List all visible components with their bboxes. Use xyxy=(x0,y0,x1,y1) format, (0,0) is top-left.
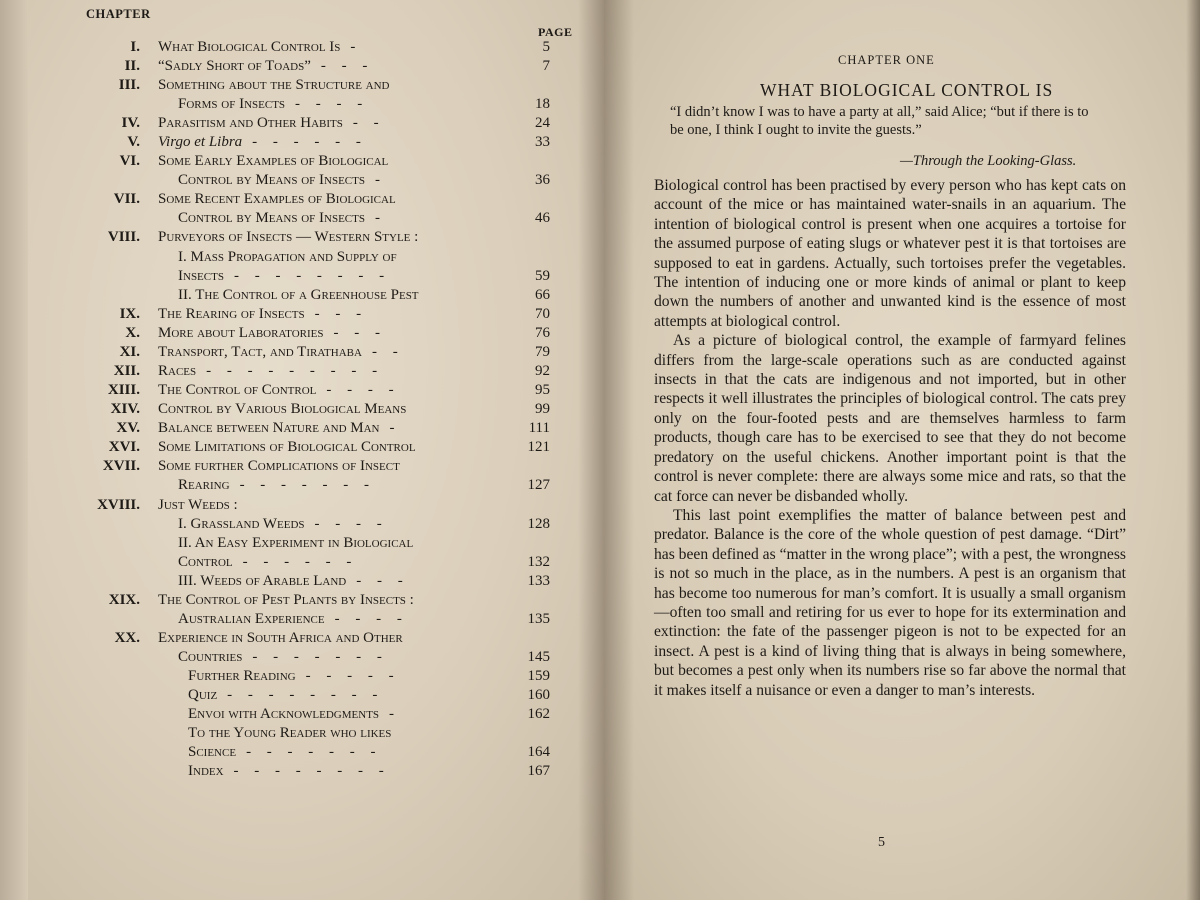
toc-entry-title xyxy=(188,686,383,705)
toc-leader-dots: - - xyxy=(371,344,404,360)
toc-leader-dots: - - - xyxy=(333,325,386,341)
toc-page-number: 24 xyxy=(535,115,550,131)
toc-entry-title xyxy=(178,648,388,667)
toc-title-text: Just Weeds : xyxy=(158,497,238,513)
toc-title-text: “Sadly Short of Toads” xyxy=(158,58,311,74)
toc-page-number: 128 xyxy=(527,516,550,532)
chapter-body xyxy=(654,176,1126,700)
toc-entry-title xyxy=(188,724,391,743)
toc-title-text: Balance between Nature and Man xyxy=(158,420,380,436)
toc-title-text: The Control of Control xyxy=(158,382,317,398)
toc-leader-dots: - - - xyxy=(320,58,374,74)
toc-title-text: Quiz xyxy=(188,687,218,703)
toc-chapter-number: XV. xyxy=(116,420,140,436)
toc-page-number: 167 xyxy=(527,763,550,779)
toc-leader-dots: - - - xyxy=(356,573,409,589)
toc-title-text: Further Reading xyxy=(188,668,296,684)
toc-chapter-number: II. xyxy=(124,58,140,74)
toc-title-text: Some Recent Examples of Biological xyxy=(158,191,396,207)
toc-entry-title xyxy=(158,190,396,209)
toc-title-text: Science xyxy=(188,744,237,760)
toc-leader-dots: - - - - - - - - xyxy=(227,687,384,703)
chapter-number-label: CHAPTER ONE xyxy=(838,53,935,67)
toc-title-text: I. Grassland Weeds xyxy=(178,516,305,532)
toc-page-number: 159 xyxy=(527,668,550,684)
toc-leader-dots: - - - - xyxy=(326,382,400,398)
toc-chapter-number: III. xyxy=(118,77,140,93)
toc-title-text: Purveyors of Insects — Western Style : xyxy=(158,229,419,245)
toc-leader-dots: - - - - - - - - xyxy=(233,763,390,779)
toc-entry-title xyxy=(178,534,413,553)
toc-page-number: 145 xyxy=(527,649,550,665)
toc-entry-title xyxy=(188,667,400,686)
toc-chapter-number: IV. xyxy=(121,115,140,131)
toc-chapter-column-label: CHAPTER xyxy=(86,7,151,21)
toc-entry-title xyxy=(178,476,375,495)
toc-entry-title xyxy=(188,705,400,724)
toc-entry-title xyxy=(158,591,414,610)
toc-entry-title xyxy=(158,133,367,152)
toc-entry-title xyxy=(178,553,357,572)
toc-entry-title xyxy=(188,762,390,781)
toc-entry-title xyxy=(158,496,238,515)
toc-title-text: Australian Experience xyxy=(178,611,325,627)
toc-title-text: Experience in South Africa and Other xyxy=(158,630,403,646)
toc-leader-dots: - - - - xyxy=(295,96,369,112)
toc-leader-dots: - xyxy=(374,210,386,226)
body-paragraph: This last point exemplifies the matter of balance between pest and predator. Balance is the core of the whole question of pest damage. “Dirt” has been defined as “matter in the wrong place”; with a pest, the wrongness is not so much in the place, as in the numbers. A pest is an organism that has become too numerous for man’s comfort. It is usually a small organism—often too small and retiring for us ever to hope for its extermination and extinction: the fate of the passenger pigeon is not to be expected for an insect. A pest is a kind of living thing that is always in being somewhere, but becomes a pest only when its numbers rise so far above the normal that it makes itself a nuisance or even a danger to man’s interests. xyxy=(654,506,1126,699)
toc-chapter-number: XI. xyxy=(119,344,140,360)
toc-chapter-number: XIX. xyxy=(108,592,140,608)
toc-entry-title xyxy=(158,57,373,76)
toc-entry-title xyxy=(158,381,400,400)
toc-page-number: 46 xyxy=(535,210,550,226)
toc-title-text: Control by Means of Insects xyxy=(178,210,365,226)
toc-title-text: The Rearing of Insects xyxy=(158,306,305,322)
epigraph-source: —Through the Looking-Glass. xyxy=(900,153,1077,169)
toc-title-text: Forms of Insects xyxy=(178,96,286,112)
toc-entry-title xyxy=(158,114,385,133)
toc-title-text: Some Limitations of Biological Control xyxy=(158,439,416,455)
toc-title-text: Control by Means of Insects xyxy=(178,172,365,188)
toc-page-number: 36 xyxy=(535,172,550,188)
toc-page-number: 164 xyxy=(527,744,550,760)
toc-page-number: 135 xyxy=(527,611,550,627)
toc-entry-title xyxy=(158,324,386,343)
toc-leader-dots: - - - - - - xyxy=(252,134,367,150)
chapter-title: WHAT BIOLOGICAL CONTROL IS xyxy=(760,80,1054,100)
toc-title-text: II. The Control of a Greenhouse Pest xyxy=(178,287,419,303)
toc-title-text: More about Laboratories xyxy=(158,325,324,341)
toc-page-number: 133 xyxy=(527,573,550,589)
toc-page-number: 92 xyxy=(535,363,550,379)
toc-page-number: 33 xyxy=(535,134,550,150)
toc-chapter-number: XVII. xyxy=(102,458,140,474)
toc-page-number: 160 xyxy=(527,687,550,703)
toc-leader-dots: - - - - xyxy=(334,611,408,627)
toc-title-text: Virgo et Libra xyxy=(158,134,243,150)
toc-title-text: To the Young Reader who likes xyxy=(188,725,392,741)
toc-title-text: II. An Easy Experiment in Biological xyxy=(178,535,414,551)
toc-title-text: What Biological Control Is xyxy=(158,39,341,55)
toc-chapter-number: VII. xyxy=(113,191,140,207)
toc-chapter-number: I. xyxy=(130,39,140,55)
toc-chapter-number: XVI. xyxy=(108,439,140,455)
toc-page-number: 132 xyxy=(527,554,550,570)
toc-entry-title xyxy=(158,629,403,648)
toc-entry-title xyxy=(178,171,386,190)
toc-entry-title xyxy=(158,228,418,247)
toc-page-number: 127 xyxy=(527,477,550,493)
toc-page-number: 79 xyxy=(535,344,550,360)
toc-chapter-number: VI. xyxy=(119,153,140,169)
body-paragraph: As a picture of biological control, the example of farmyard felines differs from the large-scale operations such as are conducted against insects in that the cats are indigenous and not imported, but in other respects it well illustrates the principles of biological control. The cats prey only on the four-footed pests and are themselves harmless to farm products, though care has to be exercised to see that they do not become predatory on the useful chickens. Another important point is that the control is never complete: there are always some mice and rats, so that the cat force can never be disbanded wholly. xyxy=(654,332,1126,505)
toc-title-text: Countries xyxy=(178,649,243,665)
toc-page-number: 7 xyxy=(542,58,550,74)
toc-title-text: Transport, Tact, and Tirathaba xyxy=(158,344,362,360)
toc-title-text: Control xyxy=(178,554,233,570)
toc-entry-title xyxy=(178,572,409,591)
toc-page-number: 111 xyxy=(528,420,550,436)
toc-leader-dots: - - - xyxy=(314,306,368,322)
toc-entry-title xyxy=(178,515,388,534)
toc-leader-dots: - - - - xyxy=(314,516,388,532)
toc-chapter-number: XX. xyxy=(114,630,140,646)
toc-leader-dots: - xyxy=(389,420,401,436)
toc-leader-dots: - - - - - xyxy=(305,668,400,684)
toc-entry-title xyxy=(158,305,367,324)
toc-leader-dots: - - - - - - - xyxy=(246,744,382,760)
toc-title-text: Something about the Structure and xyxy=(158,77,390,93)
toc-page-number: 162 xyxy=(527,706,550,722)
page-number: 5 xyxy=(878,835,885,850)
toc-leader-dots: - xyxy=(389,706,401,722)
toc-leader-dots: - - - - - - - - xyxy=(233,268,391,284)
body-paragraph: Biological control has been practised by every person who has kept cats on account of the mice or has maintained water-snails in an aquarium. The intention of biological control is present when one acquires a tortoise for the assumed purpose of eating slugs or whatever pest it is that tortoises are supposed to eat in gardens. Actually, such tortoises prefer the vegetables. The intention of inducing one or more kinds of animal or plant to keep down the numbers of another and unwanted kind is the essence of most attempts at biological control. xyxy=(654,177,1126,330)
toc-leader-dots: - xyxy=(350,39,362,55)
toc-entry-title xyxy=(178,610,408,629)
toc-entry-title xyxy=(178,286,419,305)
toc-title-text: Control by Various Biological Means xyxy=(158,401,407,417)
toc-page-number: 121 xyxy=(527,439,550,455)
toc-page-column-label: PAGE xyxy=(538,25,573,39)
toc-title-text: I. Mass Propagation and Supply of xyxy=(178,249,397,265)
toc-page-number: 5 xyxy=(542,39,550,55)
toc-entry-title xyxy=(178,248,397,267)
toc-entry-title xyxy=(158,419,401,438)
epigraph-quote: “I didn’t know I was to have a party at all,” said Alice; “but if there is to be one, I think I ought to invite the guests.” xyxy=(670,104,1089,138)
toc-entry-title xyxy=(188,743,382,762)
toc-chapter-number: XVIII. xyxy=(97,497,140,513)
toc-page-number: 18 xyxy=(535,96,550,112)
toc-entry-title xyxy=(158,457,400,476)
toc-page-number: 70 xyxy=(535,306,550,322)
toc-title-text: Parasitism and Other Habits xyxy=(158,115,343,131)
toc-leader-dots: - - - - - - - - - xyxy=(206,363,384,379)
toc-chapter-number: XII. xyxy=(113,363,140,379)
toc-title-text: Some further Complications of Insect xyxy=(158,458,400,474)
toc-title-text: Insects xyxy=(178,268,224,284)
toc-entry-title xyxy=(178,95,368,114)
toc-entry-title xyxy=(158,152,388,171)
toc-page-number: 66 xyxy=(535,287,550,303)
toc-page-number: 95 xyxy=(535,382,550,398)
toc-leader-dots: - - - - - - - xyxy=(239,477,376,493)
toc-chapter-number: XIII. xyxy=(107,382,140,398)
toc-chapter-number: XIV. xyxy=(110,401,140,417)
toc-title-text: The Control of Pest Plants by Insects : xyxy=(158,592,414,608)
toc-title-text: Races xyxy=(158,363,197,379)
toc-chapter-number: V. xyxy=(127,134,140,150)
toc-entry-title xyxy=(158,438,416,457)
toc-entry-title xyxy=(158,343,404,362)
toc-leader-dots: - - - - - - xyxy=(242,554,358,570)
toc-title-text: Index xyxy=(188,763,224,779)
toc-chapter-number: IX. xyxy=(119,306,140,322)
toc-entry-title xyxy=(178,209,386,228)
toc-entry-title xyxy=(158,76,390,95)
toc-page-number: 99 xyxy=(535,401,550,417)
toc-entry-title xyxy=(158,362,383,381)
toc-page-number: 76 xyxy=(535,325,550,341)
toc-chapter-number: VIII. xyxy=(107,229,140,245)
toc-page-number: 59 xyxy=(535,268,550,284)
toc-title-text: III. Weeds of Arable Land xyxy=(178,573,347,589)
toc-leader-dots: - xyxy=(374,172,386,188)
toc-title-text: Envoi with Acknowledgments xyxy=(188,706,380,722)
toc-chapter-number: X. xyxy=(125,325,140,341)
toc-leader-dots: - - xyxy=(352,115,385,131)
toc-entry-title xyxy=(158,38,361,57)
toc-title-text: Some Early Examples of Biological xyxy=(158,153,389,169)
toc-leader-dots: - - - - - - - xyxy=(252,649,388,665)
toc-entry-title xyxy=(158,400,406,419)
toc-title-text: Rearing xyxy=(178,477,230,493)
toc-entry-title xyxy=(178,267,390,286)
